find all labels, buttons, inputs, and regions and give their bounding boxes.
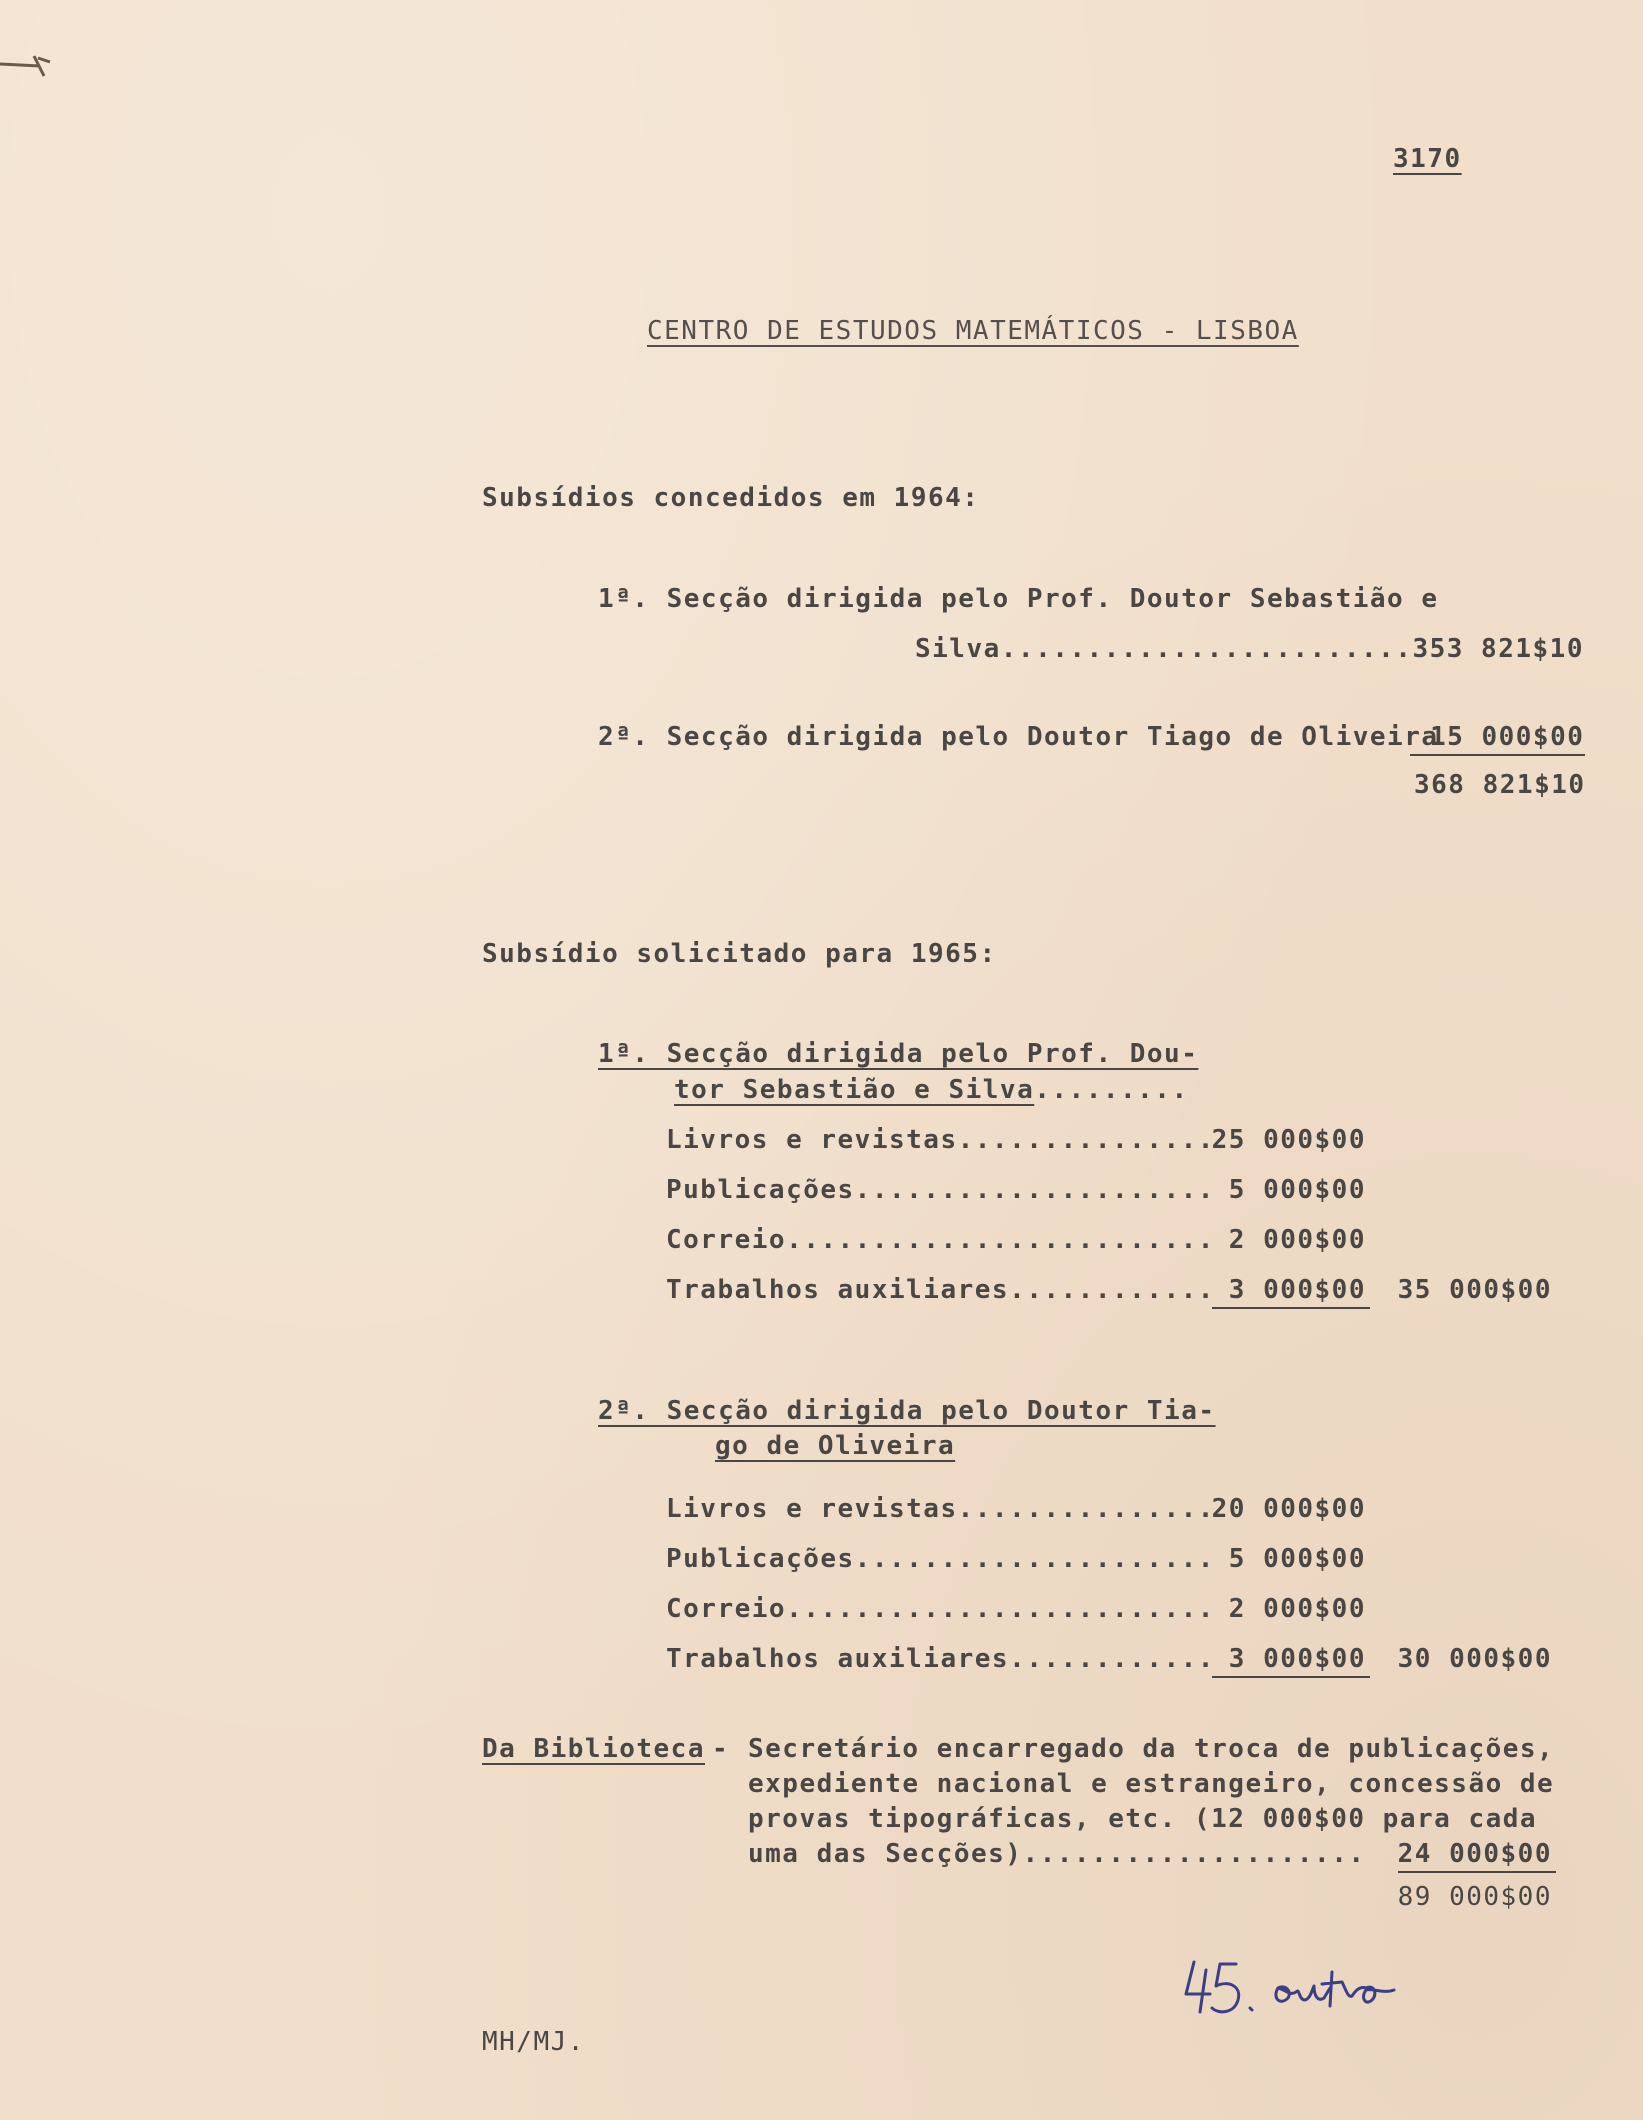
sec2-row-amount: 3 000$00 — [1228, 1644, 1366, 1674]
sec2-row-amount: 5 000$00 — [1228, 1544, 1366, 1574]
sec1-row-amount: 25 000$00 — [1211, 1125, 1366, 1155]
sec2-row-label: Trabalhos auxiliares............ — [666, 1644, 1215, 1674]
total-1964: 368 821$10 — [1414, 770, 1586, 800]
heading-1964: Subsídios concedidos em 1964: — [482, 483, 980, 513]
sec1-row-label: Correio......................... — [666, 1225, 1215, 1255]
library-label: Da Biblioteca — [482, 1734, 705, 1764]
sec1-title-line2 — [674, 1073, 1189, 1107]
page-number: 3170 — [1393, 144, 1462, 174]
sec1-title-line1: 1ª. Secção dirigida pelo Prof. Dou- — [598, 1039, 1199, 1069]
sec1-row-label: Trabalhos auxiliares............ — [666, 1275, 1215, 1305]
handwritten-note — [1180, 1950, 1450, 2030]
grand-total-rule — [1398, 1871, 1556, 1873]
item1-1964-line1: 1ª. Secção dirigida pelo Prof. Doutor Sebastião e — [598, 584, 1439, 614]
rule-1964-total — [1410, 754, 1585, 756]
library-dash: - — [712, 1734, 730, 1764]
sec1-title-dots: ......... — [1034, 1075, 1189, 1105]
library-line2: expediente nacional e estrangeiro, concessão de — [748, 1769, 1555, 1799]
sec2-title-line1: 2ª. Secção dirigida pelo Doutor Tia- — [598, 1396, 1216, 1426]
heading-1965: Subsídio solicitado para 1965: — [482, 939, 997, 969]
document-title: CENTRO DE ESTUDOS MATEMÁTICOS - LISBOA — [647, 316, 1299, 346]
sec2-row-label: Correio......................... — [666, 1594, 1215, 1624]
library-line1: Secretário encarregado da troca de publicações, — [748, 1734, 1555, 1764]
library-line3: provas tipográficas, etc. (12 000$00 para cada — [748, 1804, 1538, 1834]
sec2-subtotal-rule — [1212, 1676, 1370, 1678]
sec2-row-label: Livros e revistas............... — [666, 1494, 1215, 1524]
item2-1964-amount: 15 000$00 — [1430, 722, 1585, 752]
sec1-subtotal-rule — [1212, 1307, 1370, 1309]
sec2-title-line2: go de Oliveira — [715, 1431, 956, 1461]
item2-1964-text: 2ª. Secção dirigida pelo Doutor Tiago de Oliveira — [598, 722, 1439, 752]
grand-total: 89 000$00 — [1397, 1882, 1552, 1912]
sec2-row-label: Publicações..................... — [666, 1544, 1215, 1574]
initials: MH/MJ. — [482, 2027, 585, 2057]
sec1-subtotal: 35 000$00 — [1397, 1275, 1552, 1305]
sec1-title-name: tor Sebastião e Silva — [674, 1075, 1035, 1105]
sec2-row-amount: 2 000$00 — [1228, 1594, 1366, 1624]
sec1-row-amount: 3 000$00 — [1228, 1275, 1366, 1305]
sec1-row-amount: 5 000$00 — [1228, 1175, 1366, 1205]
sec2-row-amount: 20 000$00 — [1211, 1494, 1366, 1524]
item1-1964-line2: Silva........................353 821$10 — [915, 634, 1584, 664]
sec1-row-amount: 2 000$00 — [1228, 1225, 1366, 1255]
staple-mark — [0, 52, 52, 82]
sec1-row-label: Livros e revistas............... — [666, 1125, 1215, 1155]
library-line4: uma das Secções).................... — [748, 1839, 1366, 1869]
sec1-row-label: Publicações..................... — [666, 1175, 1215, 1205]
sec2-subtotal: 30 000$00 — [1397, 1644, 1552, 1674]
library-amount: 24 000$00 — [1397, 1839, 1552, 1869]
